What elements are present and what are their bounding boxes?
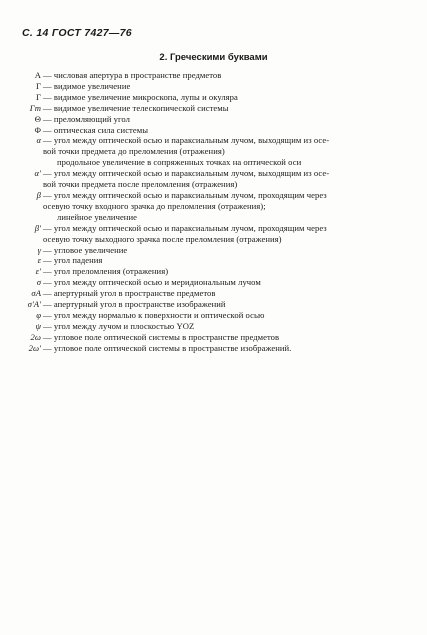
list-item: [24, 81, 419, 92]
description: — апертурный угол в пространстве изображений: [43, 299, 226, 310]
list-item: [24, 266, 419, 277]
list-item: [24, 321, 419, 332]
list-item: [24, 343, 419, 354]
list-item: [24, 255, 419, 266]
list-item: [24, 135, 419, 157]
list-item: [24, 288, 419, 299]
description: — угол преломления (отражения): [43, 266, 169, 277]
list-item: [24, 299, 419, 310]
symbol: A: [34, 70, 41, 80]
list-item: [24, 168, 419, 190]
list-item: [24, 114, 419, 125]
symbol: ε': [35, 266, 41, 277]
symbol: Г: [35, 91, 41, 102]
description: — числовая апертура в пространстве предметов: [43, 70, 222, 80]
description: — видимое увеличение микроскопа, лупы и окуляра: [43, 91, 238, 102]
symbol-list: [24, 70, 419, 354]
symbol: 2ω': [28, 342, 41, 353]
symbol: σ: [36, 277, 41, 288]
symbol: α: [36, 135, 41, 146]
list-item: [24, 125, 419, 136]
section-title: 2. Греческими буквами: [159, 52, 268, 63]
description: — видимое увеличение: [43, 80, 131, 91]
list-item: [24, 245, 419, 256]
description: — угловое поле оптической системы в пространстве предметов: [43, 331, 280, 342]
symbol: ε: [37, 255, 41, 266]
list-item: [24, 70, 419, 81]
list-item: [24, 332, 419, 343]
list-item: [24, 310, 419, 321]
symbol: Г: [35, 80, 41, 91]
symbol: σA: [31, 288, 41, 299]
symbol: β': [34, 222, 41, 233]
description: — угол между лучом и плоскостью YOZ: [43, 320, 195, 331]
description: — угол между оптической осью и меридиональным лучом: [43, 277, 261, 288]
page-header: С. 14 ГОСТ 7427—76: [22, 27, 132, 39]
list-item: [24, 190, 419, 212]
description: — преломляющий угол: [43, 113, 130, 124]
description: — угол между оптической осью и параксиальным лучом, выходящим из осе- вой точки предмета после преломления (отражения): [43, 168, 330, 190]
symbol: β: [36, 189, 41, 200]
description: — угол падения: [43, 255, 103, 266]
description: — оптическая сила системы: [43, 124, 149, 135]
list-item: [24, 103, 419, 114]
list-item: [24, 212, 419, 223]
symbol: φ: [36, 309, 41, 320]
symbol: Θ: [34, 113, 41, 124]
symbol: Гт: [29, 102, 41, 113]
symbol: Φ: [34, 124, 41, 135]
description: — угол между оптической осью и параксиальным лучом, выходящим из осе- вой точки предмета до преломления (отражения): [43, 135, 330, 157]
description: — угол между оптической осью и параксиальным лучом, проходящим через осевую точку входного зрачка до преломления (отражения);: [43, 189, 327, 211]
symbol: γ: [37, 244, 41, 255]
list-item: [24, 223, 419, 245]
description: линейное увеличение: [57, 211, 137, 222]
symbol: 2ω: [30, 331, 41, 342]
list-item: [24, 92, 419, 103]
description: — апертурный угол в пространстве предметов: [43, 288, 216, 299]
list-item: [24, 157, 419, 168]
description: — угловое увеличение: [43, 244, 128, 255]
description: — угол между оптической осью и параксиальным лучом, проходящим через осевую точку выходного зрачка после преломления (отражения): [43, 222, 327, 244]
description: — угол между нормалью к поверхности и оптической осью: [43, 309, 265, 320]
symbol: α': [34, 168, 41, 179]
symbol: σ'A': [27, 299, 41, 310]
symbol: ψ: [35, 320, 41, 331]
description: продольное увеличение в сопряженных точках на оптической оси: [57, 157, 302, 168]
description: — угловое поле оптической системы в пространстве изображений.: [43, 342, 292, 353]
list-item: [24, 277, 419, 288]
description: — видимое увеличение телескопической системы: [43, 102, 229, 113]
